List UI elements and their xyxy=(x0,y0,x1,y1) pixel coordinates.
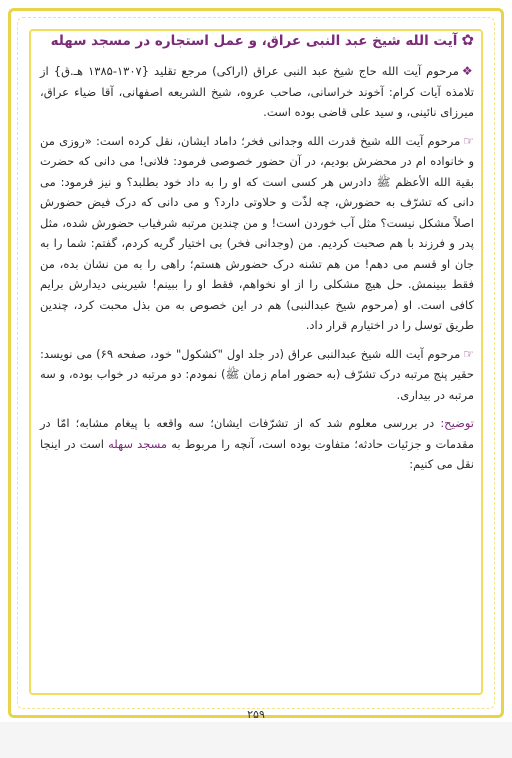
hand-bullet-icon: ☞ xyxy=(463,133,474,148)
paragraph-text: مرحوم آیت الله حاج شیخ عبد النبی عراق (اراکی) مرجع تقلید {۱۳۰۷-۱۳۸۵ هـ.ق} از تلامذه آیات کرام: آخوند خراسانی، صاحب عروه، شیخ الشریعه اصفهانی، آقا ضیاء عراق، میرزای نائینی، و سید علی قاضی بوده است. xyxy=(40,64,474,119)
paragraph-text: مرحوم آیت الله شیخ قدرت الله وجدانی فخر؛ داماد ایشان، نقل کرده است: «روزی من و خانواده ام در محضرش بودیم، در آن حضور خصوصی فرمود: فلانی! می دانی که حضرت بقیة الله الأعظم ﷺ دادرس هر کسی است که او را به داد خود بطلبد؟ و نیز فرمود: می دانی که تشرّف به حضورش، چه لذّت و حلاوتی دارد؟ و می دانی که درک فیض حضورش اصلاً مشکل نیست؟ مثل آب خوردن است! و من چندین مرتبه شرفیاب حضورش شده، مثل پدر و فرزند با هم صحبت کردیم. من (وجدانی فخر) بی اختیار گریه کردم، گفتم: شما را به جان او قسم می دهم! من هم تشنه درک حضورش هستم؛ راهی را به من نشان بده، من فقط ببینمش. حل هیچ مشکلی را از او نخواهم، فقط او را ببینم! شیرینی دیدارش برایم کافی است. او (مرحوم شیخ عبدالنبی) هم در این خصوص به من بذل محبت کرد، چندین طریق توسل را در اختیارم قرار داد. xyxy=(40,133,474,332)
diamond-bullet-icon: ❖ xyxy=(461,64,474,78)
section-title-text: آیت الله شیخ عبد النبی عراق، و عمل استجاره در مسجد سهله xyxy=(50,33,458,49)
note-label: توضیح: xyxy=(440,416,474,430)
bottom-bar xyxy=(0,722,512,758)
paragraph-1 xyxy=(40,61,474,123)
note-paragraph xyxy=(40,413,474,475)
hand-bullet-icon: ☞ xyxy=(463,346,474,361)
page-number: ۲۵۹ xyxy=(247,708,265,721)
note-text-after: است در اینجا نقل می کنیم: xyxy=(40,436,474,471)
paragraph-2 xyxy=(40,131,474,336)
paragraph-3 xyxy=(40,344,474,406)
page-content xyxy=(40,30,474,483)
paragraph-text: مرحوم آیت الله شیخ عبدالنبی عراق (در جلد اول "کشکول" خود، صفحه ۶۹) می نویسد: حقیر پنج مرتبه درک تشرّف (به حضور امام زمان ﷺ) نمودم: دو مرتبه در خواب بوده، و سه مرتبه در بیداری. xyxy=(40,346,474,402)
section-title xyxy=(40,30,474,51)
masjid-sahla-link[interactable]: مسجد سهله xyxy=(108,436,168,451)
note-text-before: در بررسی معلوم شد که از تشرّفات ایشان؛ سه واقعه با پیغام مشابه؛ امّا در مقدمات و جزئیات حادثه؛ متفاوت بوده است، آنچه را مربوط به xyxy=(40,416,474,451)
ornament-icon: ✿ xyxy=(461,31,474,49)
